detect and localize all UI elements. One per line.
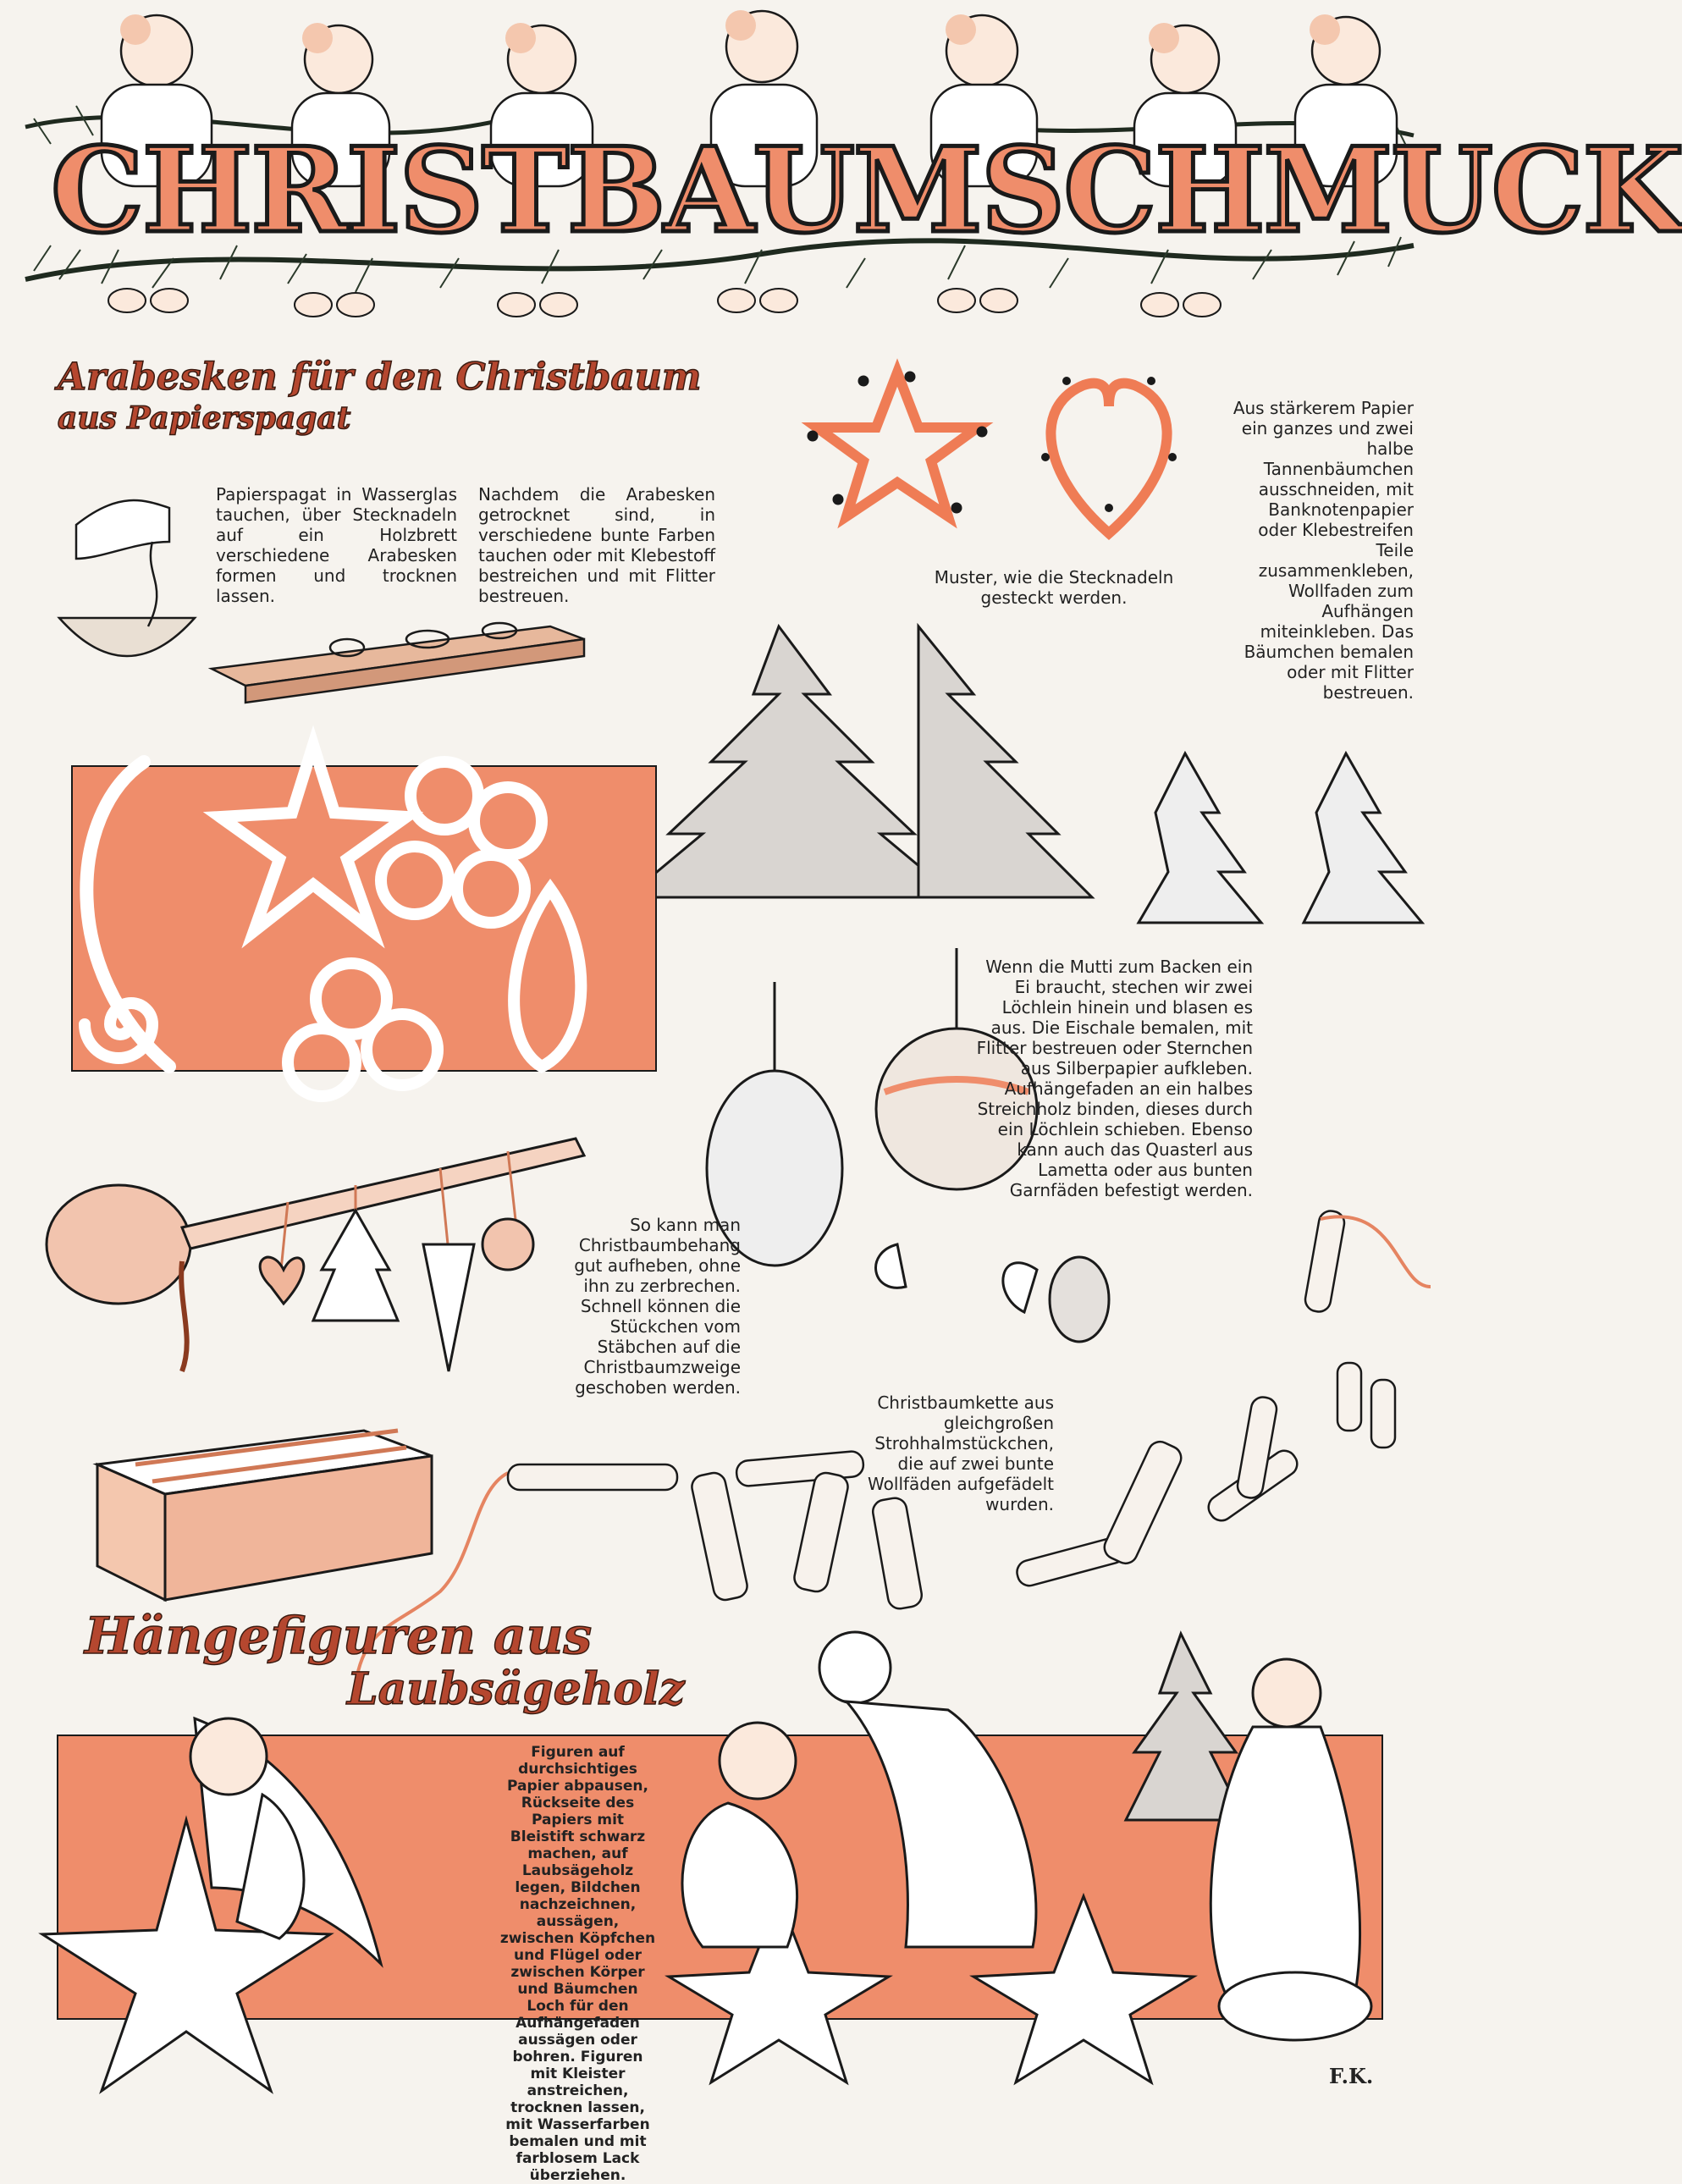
section2-title-line2: Laubsägeholz xyxy=(347,1663,685,1715)
section2-title-line1: Hängefiguren aus xyxy=(85,1607,593,1666)
eggshell-instructions: Wenn die Mutti zum Backen ein Ei braucht, stechen wir zwei Löchlein hinein und blasen es aus. Die Eischale bemalen, mit Flitter bestreuen oder Sternchen aus Silberpapier aufkleben. Aufhängefaden an ein halbes Streichholz binden, dieses durch ein Löchlein schieben. Ebenso kann auch das Quasterl aus Lametta oder aus bunten Garnfäden befestigt werden. xyxy=(976,957,1253,1200)
pinned-heart-illustration xyxy=(1041,377,1177,533)
storage-box-illustration xyxy=(97,1431,432,1600)
section1-title-line2: aus Papierspagat xyxy=(58,400,351,436)
hand-bowl-illustration xyxy=(59,500,195,656)
pin-board-illustration xyxy=(212,623,584,703)
angel-feet xyxy=(108,289,1221,317)
artist-signature: F.K. xyxy=(1329,2064,1374,2088)
masthead-title: CHRISTBAUMSCHMUCK xyxy=(51,121,1682,259)
spoon-rack-illustration xyxy=(47,1139,584,1371)
section1-title-line1: Arabesken für den Christbaum xyxy=(58,356,702,399)
fretsaw-figures-instructions: Figuren auf durchsichtiges Papier abpausen, Rückseite des Papiers mit Bleistift schwarz machen, auf Laubsägeholz legen, Bildchen nachzeichnen, aussägen, zwischen Köpfchen und Flügel oder zwischen Körper und Bäumchen Loch für den Aufhängefaden aussägen oder bohren. Figuren mit Kleister anstreichen, trocknen lassen, mit Wasserfarben bemalen und mit farblosem Lack überziehen. xyxy=(499,1744,656,2184)
ornament-storage-caption: So kann man Christbaumbehang gut aufheben, ohne ihn zu zerbrechen. Schnell können die Stückchen vom Stäbchen auf die Christbaumzweige geschoben werden. xyxy=(574,1215,741,1398)
pinned-star-illustration xyxy=(808,372,986,516)
paper-tree-instructions: Aus stärkerem Papier ein ganzes und zwei halbe Tannenbäumchen ausschneiden, mit Banknotenpapier oder Klebestreifen Teile zusammenkleben, Wollfaden zum Aufhängen miteinkleben. Das Bäumchen bemalen oder mit Flitter bestreuen. xyxy=(1233,398,1414,703)
pin-pattern-caption: Muster, wie die Stecknadeln gesteckt werden. xyxy=(934,567,1174,608)
straw-chain-caption: Christbaumkette aus gleichgroßen Strohhalmstückchen, die auf zwei bunte Wollfäden aufgefädelt wurden. xyxy=(868,1393,1054,1514)
arabesques-instructions-1: Papierspagat in Wasserglas tauchen, über Stecknadeln auf ein Holzbrett verschiedene Arabesken formen und trocknen lassen. xyxy=(216,484,457,606)
arabesques-instructions-2: Nachdem die Arabesken getrocknet sind, in verschiedene bunte Farben tauchen oder mit Klebestoff bestreichen und mit Flitter bestreuen. xyxy=(478,484,715,606)
section1-title xyxy=(58,356,735,437)
section2-title xyxy=(85,1608,728,1715)
